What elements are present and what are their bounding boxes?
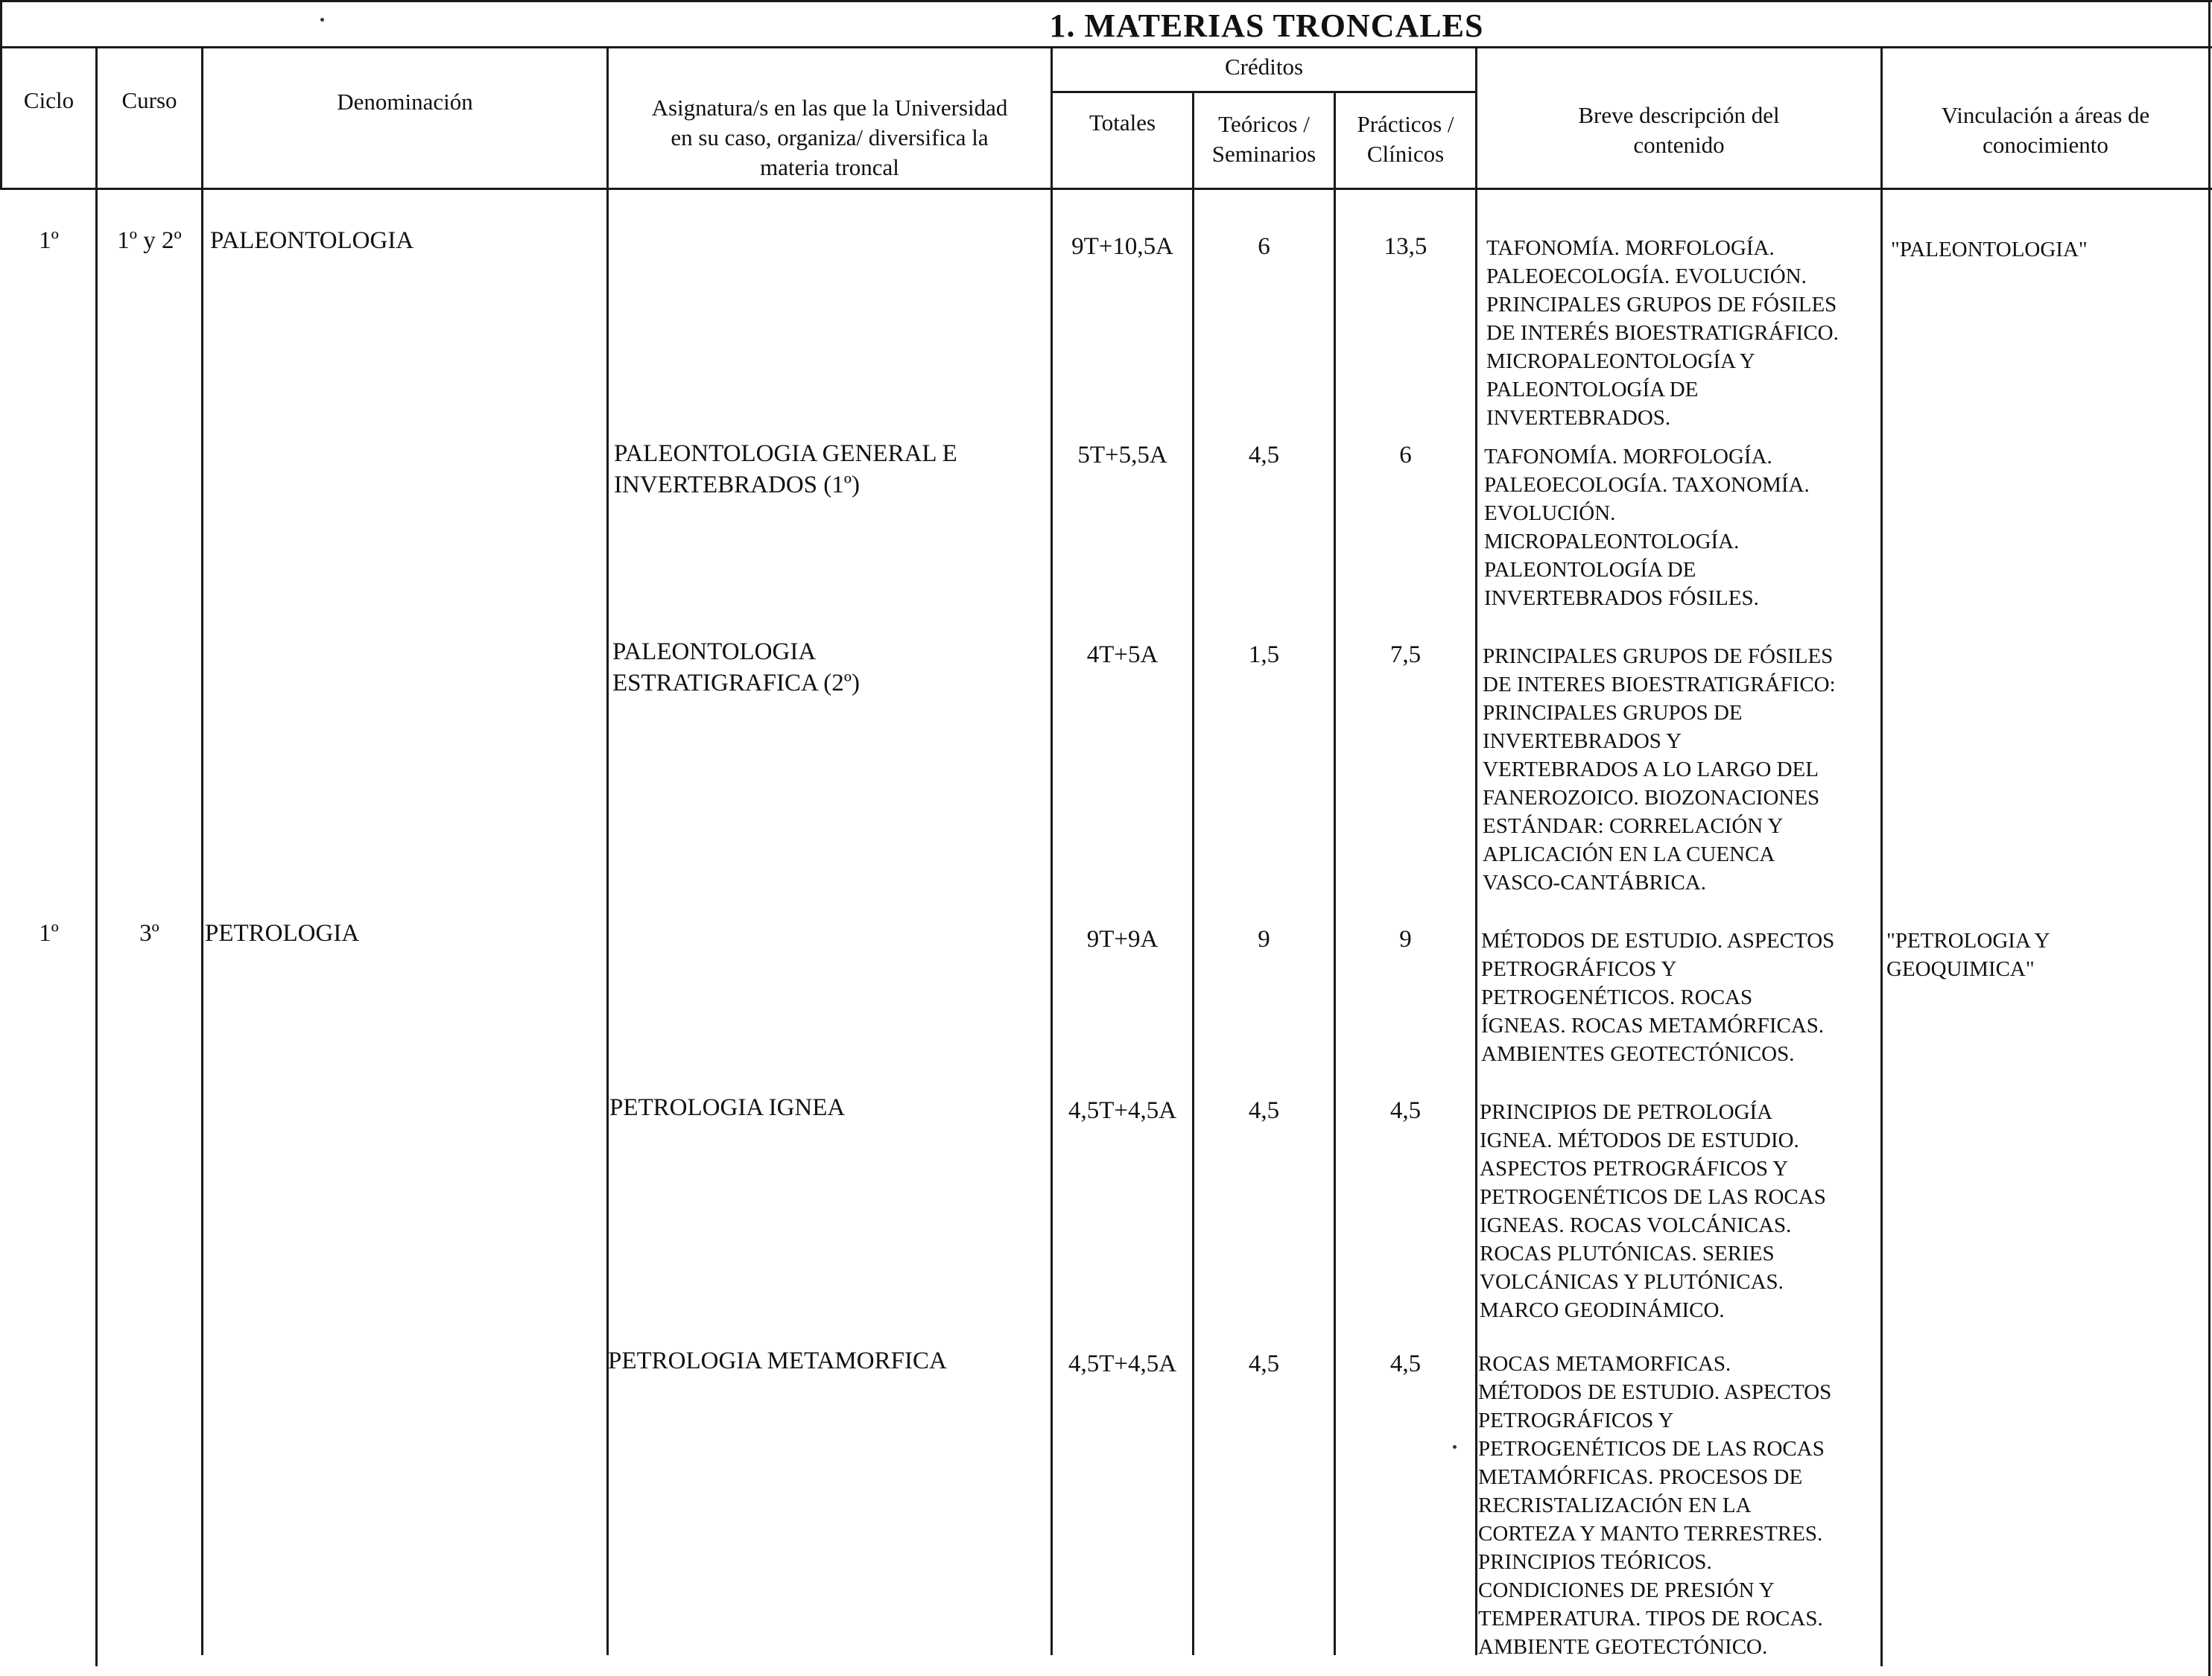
cell-asignatura: PALEONTOLOGIA GENERAL E INVERTEBRADOS (1º) [614, 440, 957, 498]
cell-practicos: 4,5 [1389, 1097, 1422, 1124]
ink-speck [320, 18, 324, 22]
cell-descripcion: TAFONOMÍA. MORFOLOGÍA. PALEOECOLOGÍA. EVOLUCIÓN. PRINCIPALES GRUPOS DE FÓSILES DE INTERÉS BIOESTRATIGRÁFICO. MICROPALEONTOLOGÍA Y PALEONTOLOGÍA DE INVERTEBRADOS. [1486, 236, 1839, 430]
page-title: 1. MATERIAS TRONCALES [1049, 7, 1484, 44]
header-practicos: Prácticos / Clínicos [1357, 111, 1454, 167]
header-descripcion: Breve descripción del contenido [1578, 102, 1780, 158]
cell-asignatura: PALEONTOLOGIA ESTRATIGRAFICA (2º) [612, 638, 860, 696]
cell-ciclo: 1º [39, 920, 59, 947]
cell-teoricos: 9 [1258, 926, 1270, 953]
creditos-group-rule [1050, 91, 1475, 93]
header-teoricos: Teóricos / Seminarios [1211, 111, 1316, 167]
cell-ciclo: 1º [39, 227, 59, 254]
header-asignatura: Asignatura/s en las que la Universidad en su caso, organiza/ diversifica la materia troncal [651, 95, 1008, 180]
table-top-border [0, 0, 2212, 2]
cell-vinculacion: "PETROLOGIA Y GEOQUIMICA" [1886, 929, 2050, 981]
col-divider-practicos-descripcion [1475, 46, 1477, 1655]
cell-practicos: 4,5 [1389, 1350, 1422, 1377]
cell-asignatura: PETROLOGIA IGNEA [609, 1094, 846, 1121]
header-curso: Curso [121, 87, 177, 113]
col-divider-descripcion-vinculacion [1880, 46, 1883, 1666]
cell-totales: 4,5T+4,5A [1068, 1350, 1177, 1377]
cell-totales: 4,5T+4,5A [1068, 1097, 1177, 1124]
cell-denominacion: PALEONTOLOGIA [210, 227, 414, 254]
cell-descripcion: MÉTODOS DE ESTUDIO. ASPECTOS PETROGRÁFICOS Y PETROGENÉTICOS. ROCAS ÍGNEAS. ROCAS METAMÓRFICAS. AMBIENTES GEOTECTÓNICOS. [1481, 929, 1835, 1066]
header-vinculacion: Vinculación a áreas de conocimiento [1941, 102, 2150, 158]
cell-teoricos: 4,5 [1248, 1097, 1280, 1124]
col-divider-denominacion-asignatura [606, 46, 609, 1655]
cell-teoricos: 4,5 [1248, 1350, 1280, 1377]
cell-teoricos: 1,5 [1248, 641, 1280, 668]
cell-practicos: 7,5 [1389, 641, 1422, 668]
col-divider-teoricos-practicos [1334, 91, 1336, 1655]
col-divider-asignatura-totales [1050, 46, 1053, 1655]
col-divider-curso-denominacion [201, 46, 203, 1655]
header-denominacion: Denominación [337, 89, 473, 115]
cell-curso: 1º y 2º [117, 227, 182, 254]
cell-totales: 9T+10,5A [1071, 233, 1173, 260]
cell-totales: 9T+9A [1086, 926, 1159, 953]
table-right-border [2208, 0, 2211, 1676]
ink-speck [1453, 1445, 1457, 1449]
cell-curso: 3º [139, 920, 159, 947]
cell-totales: 5T+5,5A [1077, 442, 1167, 469]
cell-teoricos: 6 [1258, 233, 1270, 260]
cell-teoricos: 4,5 [1248, 442, 1280, 469]
cell-asignatura: PETROLOGIA METAMORFICA [608, 1348, 947, 1374]
cell-vinculacion: "PALEONTOLOGIA" [1891, 238, 2088, 261]
cell-totales: 4T+5A [1086, 641, 1159, 668]
header-ciclo: Ciclo [23, 87, 75, 113]
cell-descripcion: ROCAS METAMORFICAS. MÉTODOS DE ESTUDIO. ASPECTOS PETROGRÁFICOS Y PETROGENÉTICOS DE LAS ROCAS METAMÓRFICAS. PROCESOS DE RECRISTALIZACIÓN EN LA CORTEZA Y MANTO TERRESTRES. PRINCIPIOS TEÓRICOS. CONDICIONES DE PRESIÓN Y TEMPERATURA. TIPOS DE ROCAS. AMBIENTE GEOTECTÓNICO. [1478, 1352, 1832, 1659]
cell-denominacion: PETROLOGIA [205, 920, 360, 947]
cell-descripcion: TAFONOMÍA. MORFOLOGÍA. PALEOECOLOGÍA. TAXONOMÍA. EVOLUCIÓN. MICROPALEONTOLOGÍA. PALEONTOLOGÍA DE INVERTEBRADOS FÓSILES. [1484, 445, 1810, 610]
cell-practicos: 13,5 [1384, 233, 1427, 260]
cell-practicos: 6 [1399, 442, 1412, 469]
cell-practicos: 9 [1399, 926, 1412, 953]
header-totales: Totales [1088, 109, 1156, 136]
header-creditos: Créditos [1224, 54, 1304, 80]
col-divider-totales-teoricos [1192, 91, 1194, 1655]
cell-descripcion: PRINCIPIOS DE PETROLOGÍA IGNEA. MÉTODOS DE ESTUDIO. ASPECTOS PETROGRÁFICOS Y PETROGENÉTICOS DE LAS ROCAS IGNEAS. ROCAS VOLCÁNICAS. ROCAS PLUTÓNICAS. SERIES VOLCÁNICAS Y PLUTÓNICAS. MARCO GEODINÁMICO. [1480, 1100, 1826, 1322]
col-divider-ciclo-curso [95, 46, 98, 1666]
cell-descripcion: PRINCIPALES GRUPOS DE FÓSILES DE INTERES BIOESTRATIGRÁFICO: PRINCIPALES GRUPOS DE INVERTEBRADOS Y VERTEBRADOS A LO LARGO DEL FANEROZOICO. BIOZONACIONES ESTÁNDAR: CORRELACIÓN Y APLICACIÓN EN LA CUENCA VASCO-CANTÁBRICA. [1483, 644, 1836, 895]
